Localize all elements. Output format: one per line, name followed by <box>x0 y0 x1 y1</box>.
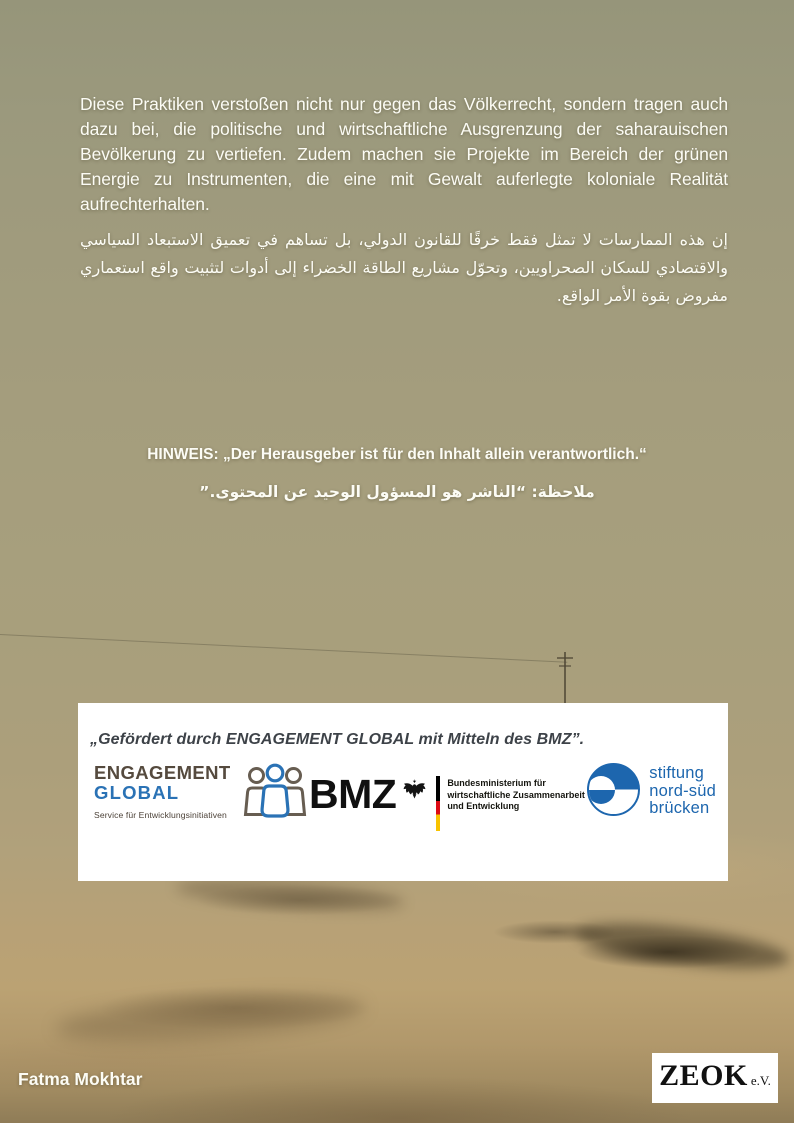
engagement-global-tagline: Service für Entwicklungsinitiativen <box>94 810 227 820</box>
german-paragraph: Diese Praktiken verstoßen nicht nur gegen das Völkerrecht, sondern tragen auch dazu bei, die politische und wirtschaftliche Ausgrenzung der saharauischen Bevölkerung zu vertiefen. Zudem machen sie Projekte im Bereich der grünen Energie zu Instrumenten, die eine mit Gewalt auferlegte koloniale Realität aufrechterhalten. <box>80 93 728 214</box>
power-pole-crossarm-lower <box>559 665 571 667</box>
bmz-ministry-line3: und Entwicklung <box>447 801 520 811</box>
federal-eagle-icon <box>403 778 426 805</box>
desert-dune-shadow <box>574 915 792 977</box>
funding-logos-row <box>94 763 716 831</box>
desert-dune-shadow <box>54 987 366 1049</box>
engagement-global-name-line1: ENGAGEMENT <box>94 762 231 783</box>
disclaimer-arabic: ملاحظة: “الناشر هو المسؤول الوحيد عن المحتوى.” <box>199 483 595 501</box>
bmz-logo <box>309 771 585 831</box>
engagement-global-wordmark <box>94 763 231 820</box>
zeok-logo <box>652 1053 778 1103</box>
stiftung-nord-sued-bruecken-logo <box>587 763 716 818</box>
three-people-icon <box>243 763 307 824</box>
author-credit: Fatma Mokhtar <box>18 1069 143 1089</box>
funding-banner <box>78 703 728 881</box>
stiftung-line1: stiftung <box>649 764 705 782</box>
stiftung-wordmark <box>649 765 716 818</box>
engagement-global-logo <box>94 763 307 824</box>
zeok-wordmark: ZEOK <box>659 1059 748 1092</box>
power-pole-crossarm <box>557 657 573 659</box>
german-flag-stripe <box>436 776 440 831</box>
bmz-ministry-line1: Bundesministerium für <box>447 778 546 788</box>
bmz-ministry-line2: wirtschaftliche Zusammenarbeit <box>447 789 585 800</box>
stiftung-line3: brücken <box>649 799 710 817</box>
power-pole <box>564 652 566 704</box>
stiftung-line2: nord-süd <box>649 781 716 800</box>
arabic-paragraph: إن هذه الممارسات لا تمثل فقط خرقًا للقانون الدولي، بل تساهم في تعميق الاستبعاد السياسي والاقتصادي للسكان الصحراويين، وتحوّل مشاريع الطاقة الخضراء إلى أدوات لتثبيت واقع استعماري مفروض بقوة الأمر الواقع. <box>80 230 728 305</box>
stiftung-globe-icon <box>587 763 640 816</box>
zeok-suffix: e.V. <box>750 1073 771 1088</box>
bmz-ministry-name <box>447 778 585 813</box>
disclaimer-german: HINWEIS: „Der Herausgeber ist für den Inhalt allein verantwortlich.“ <box>147 446 647 463</box>
funding-caption: „Gefördert durch ENGAGEMENT GLOBAL mit Mitteln des BMZ”. <box>90 731 585 748</box>
engagement-global-name-line2: GLOBAL <box>94 782 180 803</box>
power-line-wire <box>0 634 567 663</box>
bmz-wordmark: BMZ <box>309 771 397 817</box>
